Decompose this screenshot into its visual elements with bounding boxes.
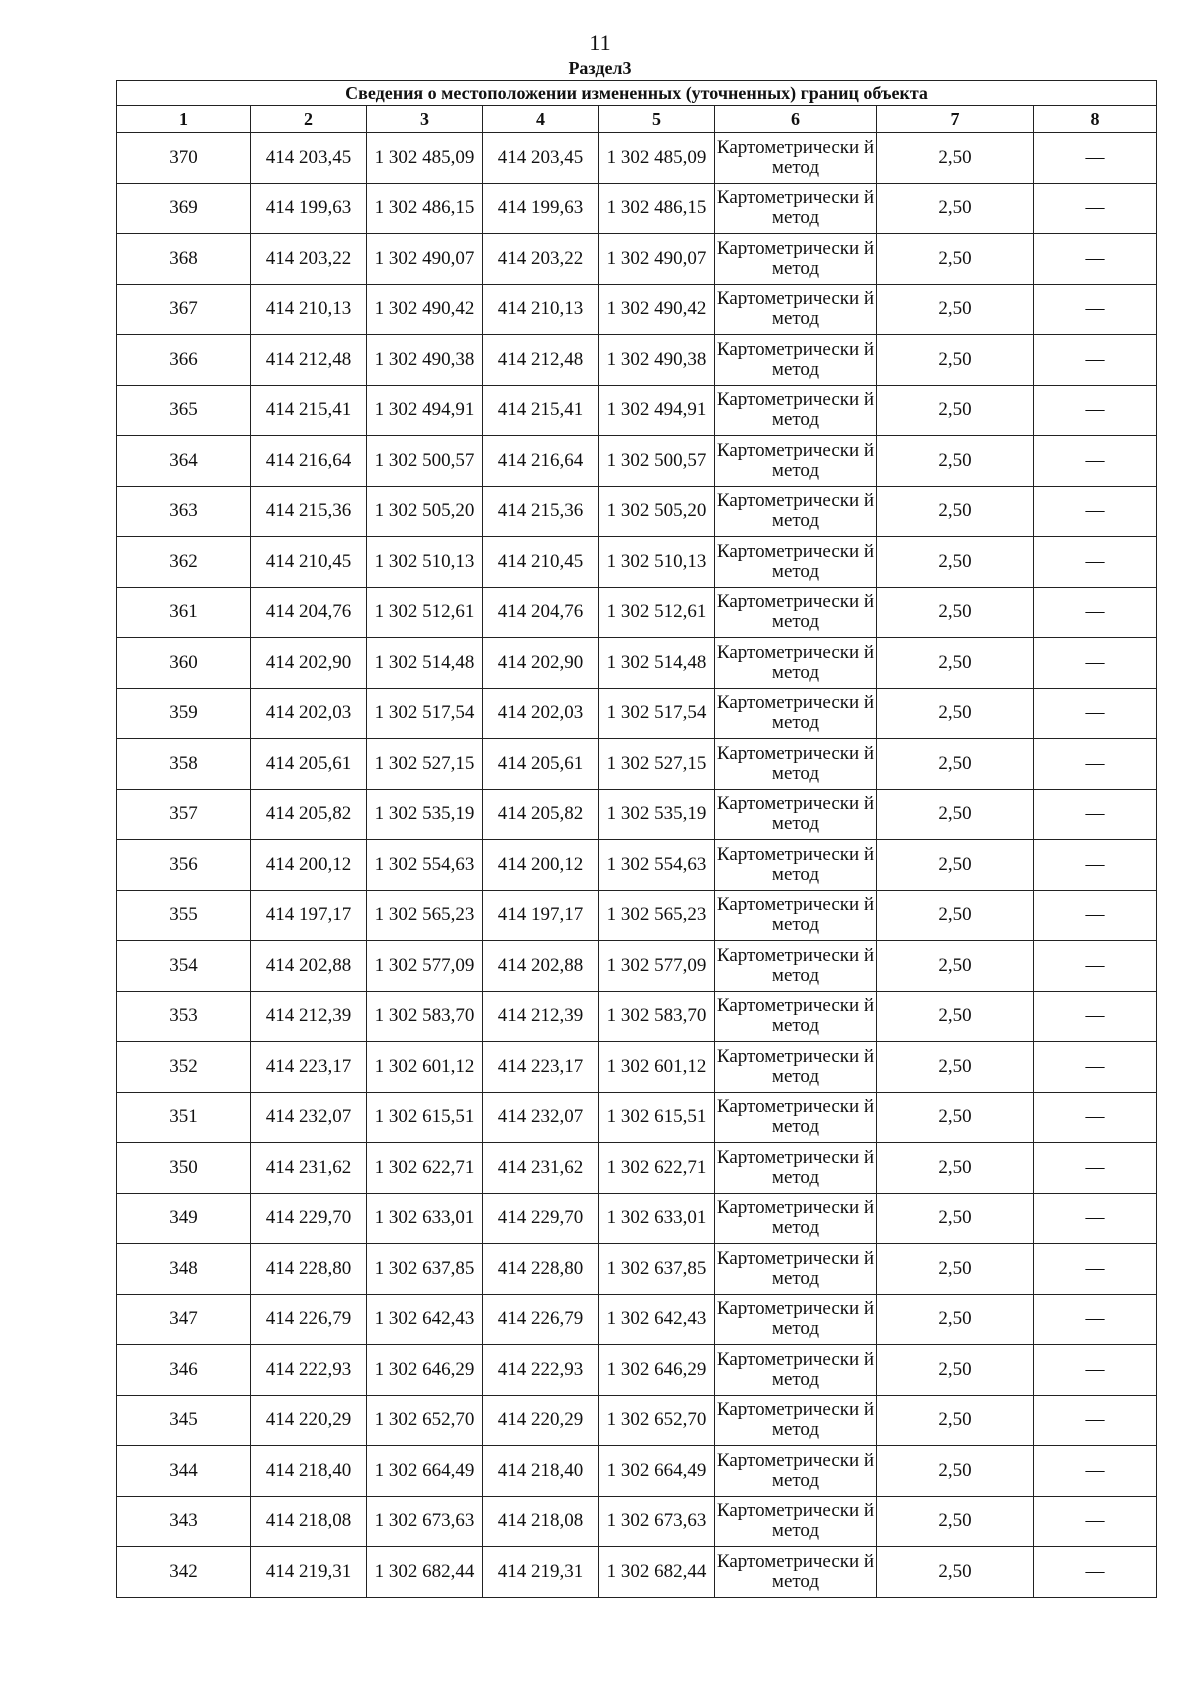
x-new-cell: 414 223,17 — [483, 1042, 599, 1093]
y-existing-cell: 1 302 682,44 — [367, 1547, 483, 1598]
accuracy-cell: 2,50 — [877, 385, 1034, 436]
description-cell: — — [1034, 991, 1157, 1042]
method-cell: Картометрически й метод — [715, 890, 877, 941]
x-existing-cell: 414 210,13 — [251, 284, 367, 335]
method-cell: Картометрически й метод — [715, 1446, 877, 1497]
description-cell: — — [1034, 1193, 1157, 1244]
section-title: Раздел3 — [568, 58, 632, 78]
accuracy-cell: 2,50 — [877, 739, 1034, 790]
point-number-cell: 358 — [117, 739, 251, 790]
y-existing-cell: 1 302 642,43 — [367, 1294, 483, 1345]
accuracy-cell: 2,50 — [877, 1294, 1034, 1345]
point-number-cell: 369 — [117, 183, 251, 234]
point-number-cell: 367 — [117, 284, 251, 335]
description-cell: — — [1034, 436, 1157, 487]
y-existing-cell: 1 302 646,29 — [367, 1345, 483, 1396]
description-cell: — — [1034, 1244, 1157, 1295]
method-cell: Картометрически й метод — [715, 991, 877, 1042]
table-row — [117, 537, 1157, 588]
y-existing-cell: 1 302 554,63 — [367, 840, 483, 891]
description-cell: — — [1034, 1395, 1157, 1446]
y-existing-cell: 1 302 583,70 — [367, 991, 483, 1042]
accuracy-cell: 2,50 — [877, 991, 1034, 1042]
y-new-cell: 1 302 512,61 — [599, 587, 715, 638]
method-cell: Картометрически й метод — [715, 1496, 877, 1547]
x-new-cell: 414 204,76 — [483, 587, 599, 638]
point-number-cell: 348 — [117, 1244, 251, 1295]
column-header-row — [117, 106, 1157, 133]
y-existing-cell: 1 302 510,13 — [367, 537, 483, 588]
accuracy-cell: 2,50 — [877, 284, 1034, 335]
table-row — [117, 890, 1157, 941]
column-header: 7 — [877, 106, 1034, 133]
point-number-cell: 350 — [117, 1143, 251, 1194]
y-existing-cell: 1 302 601,12 — [367, 1042, 483, 1093]
x-new-cell: 414 200,12 — [483, 840, 599, 891]
accuracy-cell: 2,50 — [877, 1092, 1034, 1143]
description-cell: — — [1034, 335, 1157, 386]
x-new-cell: 414 202,90 — [483, 638, 599, 689]
point-number-cell: 359 — [117, 688, 251, 739]
description-cell: — — [1034, 537, 1157, 588]
x-new-cell: 414 228,80 — [483, 1244, 599, 1295]
accuracy-cell: 2,50 — [877, 587, 1034, 638]
point-number-cell: 363 — [117, 486, 251, 537]
y-new-cell: 1 302 490,38 — [599, 335, 715, 386]
y-existing-cell: 1 302 637,85 — [367, 1244, 483, 1295]
table-caption: Сведения о местоположении измененных (уточненных) границ объекта — [117, 81, 1157, 106]
point-number-cell: 357 — [117, 789, 251, 840]
description-cell: — — [1034, 183, 1157, 234]
method-cell: Картометрически й метод — [715, 1092, 877, 1143]
accuracy-cell: 2,50 — [877, 890, 1034, 941]
x-existing-cell: 414 215,36 — [251, 486, 367, 537]
x-new-cell: 414 202,88 — [483, 941, 599, 992]
accuracy-cell: 2,50 — [877, 941, 1034, 992]
point-number-cell: 351 — [117, 1092, 251, 1143]
method-cell: Картометрически й метод — [715, 1294, 877, 1345]
y-existing-cell: 1 302 486,15 — [367, 183, 483, 234]
y-new-cell: 1 302 642,43 — [599, 1294, 715, 1345]
method-cell: Картометрически й метод — [715, 587, 877, 638]
accuracy-cell: 2,50 — [877, 234, 1034, 285]
x-new-cell: 414 226,79 — [483, 1294, 599, 1345]
y-existing-cell: 1 302 664,49 — [367, 1446, 483, 1497]
table-row — [117, 688, 1157, 739]
point-number-cell: 366 — [117, 335, 251, 386]
point-number-cell: 343 — [117, 1496, 251, 1547]
x-new-cell: 414 215,41 — [483, 385, 599, 436]
table-row — [117, 486, 1157, 537]
y-new-cell: 1 302 664,49 — [599, 1446, 715, 1497]
y-existing-cell: 1 302 622,71 — [367, 1143, 483, 1194]
point-number-cell: 360 — [117, 638, 251, 689]
y-new-cell: 1 302 535,19 — [599, 789, 715, 840]
accuracy-cell: 2,50 — [877, 688, 1034, 739]
point-number-cell: 352 — [117, 1042, 251, 1093]
x-new-cell: 414 210,13 — [483, 284, 599, 335]
y-new-cell: 1 302 490,07 — [599, 234, 715, 285]
method-cell: Картометрически й метод — [715, 1193, 877, 1244]
x-existing-cell: 414 219,31 — [251, 1547, 367, 1598]
table-row — [117, 133, 1157, 184]
table-row — [117, 1496, 1157, 1547]
accuracy-cell: 2,50 — [877, 537, 1034, 588]
description-cell: — — [1034, 1547, 1157, 1598]
y-existing-cell: 1 302 633,01 — [367, 1193, 483, 1244]
y-existing-cell: 1 302 490,07 — [367, 234, 483, 285]
description-cell: — — [1034, 638, 1157, 689]
x-existing-cell: 414 215,41 — [251, 385, 367, 436]
description-cell: — — [1034, 234, 1157, 285]
x-existing-cell: 414 232,07 — [251, 1092, 367, 1143]
method-cell: Картометрически й метод — [715, 1042, 877, 1093]
method-cell: Картометрически й метод — [715, 638, 877, 689]
y-new-cell: 1 302 494,91 — [599, 385, 715, 436]
accuracy-cell: 2,50 — [877, 1547, 1034, 1598]
y-new-cell: 1 302 490,42 — [599, 284, 715, 335]
method-cell: Картометрически й метод — [715, 385, 877, 436]
accuracy-cell: 2,50 — [877, 1244, 1034, 1295]
table-row — [117, 335, 1157, 386]
column-header: 1 — [117, 106, 251, 133]
coordinates-table — [116, 80, 1157, 1598]
x-existing-cell: 414 222,93 — [251, 1345, 367, 1396]
accuracy-cell: 2,50 — [877, 486, 1034, 537]
y-existing-cell: 1 302 500,57 — [367, 436, 483, 487]
x-new-cell: 414 205,82 — [483, 789, 599, 840]
table-row — [117, 234, 1157, 285]
point-number-cell: 349 — [117, 1193, 251, 1244]
method-cell: Картометрически й метод — [715, 234, 877, 285]
table-row — [117, 385, 1157, 436]
column-header: 8 — [1034, 106, 1157, 133]
description-cell: — — [1034, 941, 1157, 992]
point-number-cell: 353 — [117, 991, 251, 1042]
method-cell: Картометрически й метод — [715, 789, 877, 840]
table-row — [117, 284, 1157, 335]
point-number-cell: 364 — [117, 436, 251, 487]
table-row — [117, 587, 1157, 638]
x-existing-cell: 414 210,45 — [251, 537, 367, 588]
table-row — [117, 739, 1157, 790]
accuracy-cell: 2,50 — [877, 1193, 1034, 1244]
x-existing-cell: 414 204,76 — [251, 587, 367, 638]
x-new-cell: 414 205,61 — [483, 739, 599, 790]
description-cell: — — [1034, 1294, 1157, 1345]
x-existing-cell: 414 218,08 — [251, 1496, 367, 1547]
x-existing-cell: 414 205,82 — [251, 789, 367, 840]
y-new-cell: 1 302 514,48 — [599, 638, 715, 689]
y-existing-cell: 1 302 527,15 — [367, 739, 483, 790]
y-existing-cell: 1 302 485,09 — [367, 133, 483, 184]
y-existing-cell: 1 302 490,42 — [367, 284, 483, 335]
method-cell: Картометрически й метод — [715, 1244, 877, 1295]
x-existing-cell: 414 203,45 — [251, 133, 367, 184]
point-number-cell: 342 — [117, 1547, 251, 1598]
method-cell: Картометрически й метод — [715, 1395, 877, 1446]
description-cell: — — [1034, 688, 1157, 739]
table-row — [117, 1345, 1157, 1396]
y-existing-cell: 1 302 535,19 — [367, 789, 483, 840]
y-new-cell: 1 302 633,01 — [599, 1193, 715, 1244]
table-row — [117, 1143, 1157, 1194]
x-existing-cell: 414 199,63 — [251, 183, 367, 234]
method-cell: Картометрически й метод — [715, 335, 877, 386]
y-new-cell: 1 302 601,12 — [599, 1042, 715, 1093]
table-row — [117, 1042, 1157, 1093]
x-existing-cell: 414 205,61 — [251, 739, 367, 790]
y-new-cell: 1 302 554,63 — [599, 840, 715, 891]
x-existing-cell: 414 226,79 — [251, 1294, 367, 1345]
point-number-cell: 345 — [117, 1395, 251, 1446]
x-new-cell: 414 203,45 — [483, 133, 599, 184]
y-existing-cell: 1 302 490,38 — [367, 335, 483, 386]
y-new-cell: 1 302 622,71 — [599, 1143, 715, 1194]
y-new-cell: 1 302 577,09 — [599, 941, 715, 992]
x-existing-cell: 414 203,22 — [251, 234, 367, 285]
column-header: 2 — [251, 106, 367, 133]
y-existing-cell: 1 302 577,09 — [367, 941, 483, 992]
accuracy-cell: 2,50 — [877, 1042, 1034, 1093]
x-existing-cell: 414 216,64 — [251, 436, 367, 487]
method-cell: Картометрически й метод — [715, 1345, 877, 1396]
description-cell: — — [1034, 739, 1157, 790]
table-row — [117, 991, 1157, 1042]
table-row — [117, 789, 1157, 840]
table-row — [117, 840, 1157, 891]
y-new-cell: 1 302 517,54 — [599, 688, 715, 739]
point-number-cell: 362 — [117, 537, 251, 588]
accuracy-cell: 2,50 — [877, 436, 1034, 487]
y-existing-cell: 1 302 512,61 — [367, 587, 483, 638]
page-number: 11 — [589, 30, 611, 55]
table-row — [117, 183, 1157, 234]
method-cell: Картометрически й метод — [715, 688, 877, 739]
method-cell: Картометрически й метод — [715, 133, 877, 184]
x-new-cell: 414 218,08 — [483, 1496, 599, 1547]
x-new-cell: 414 231,62 — [483, 1143, 599, 1194]
point-number-cell: 354 — [117, 941, 251, 992]
x-existing-cell: 414 231,62 — [251, 1143, 367, 1194]
y-new-cell: 1 302 485,09 — [599, 133, 715, 184]
x-existing-cell: 414 202,88 — [251, 941, 367, 992]
accuracy-cell: 2,50 — [877, 840, 1034, 891]
method-cell: Картометрически й метод — [715, 840, 877, 891]
accuracy-cell: 2,50 — [877, 1446, 1034, 1497]
y-new-cell: 1 302 583,70 — [599, 991, 715, 1042]
accuracy-cell: 2,50 — [877, 638, 1034, 689]
y-new-cell: 1 302 486,15 — [599, 183, 715, 234]
x-existing-cell: 414 197,17 — [251, 890, 367, 941]
accuracy-cell: 2,50 — [877, 1496, 1034, 1547]
description-cell: — — [1034, 1092, 1157, 1143]
point-number-cell: 368 — [117, 234, 251, 285]
table-row — [117, 1294, 1157, 1345]
y-new-cell: 1 302 673,63 — [599, 1496, 715, 1547]
y-new-cell: 1 302 646,29 — [599, 1345, 715, 1396]
x-new-cell: 414 203,22 — [483, 234, 599, 285]
column-header: 6 — [715, 106, 877, 133]
point-number-cell: 361 — [117, 587, 251, 638]
description-cell: — — [1034, 1042, 1157, 1093]
description-cell: — — [1034, 587, 1157, 638]
x-new-cell: 414 222,93 — [483, 1345, 599, 1396]
point-number-cell: 370 — [117, 133, 251, 184]
point-number-cell: 355 — [117, 890, 251, 941]
method-cell: Картометрически й метод — [715, 1143, 877, 1194]
table-body — [117, 133, 1157, 1598]
x-new-cell: 414 197,17 — [483, 890, 599, 941]
column-header: 5 — [599, 106, 715, 133]
x-new-cell: 414 229,70 — [483, 1193, 599, 1244]
y-new-cell: 1 302 565,23 — [599, 890, 715, 941]
description-cell: — — [1034, 284, 1157, 335]
y-existing-cell: 1 302 673,63 — [367, 1496, 483, 1547]
y-new-cell: 1 302 682,44 — [599, 1547, 715, 1598]
description-cell: — — [1034, 486, 1157, 537]
x-existing-cell: 414 228,80 — [251, 1244, 367, 1295]
accuracy-cell: 2,50 — [877, 133, 1034, 184]
method-cell: Картометрически й метод — [715, 537, 877, 588]
table-row — [117, 436, 1157, 487]
x-new-cell: 414 218,40 — [483, 1446, 599, 1497]
x-new-cell: 414 216,64 — [483, 436, 599, 487]
method-cell: Картометрически й метод — [715, 1547, 877, 1598]
table-row — [117, 1446, 1157, 1497]
x-new-cell: 414 219,31 — [483, 1547, 599, 1598]
point-number-cell: 344 — [117, 1446, 251, 1497]
y-new-cell: 1 302 637,85 — [599, 1244, 715, 1295]
column-header: 4 — [483, 106, 599, 133]
y-new-cell: 1 302 500,57 — [599, 436, 715, 487]
x-existing-cell: 414 202,03 — [251, 688, 367, 739]
accuracy-cell: 2,50 — [877, 183, 1034, 234]
y-existing-cell: 1 302 652,70 — [367, 1395, 483, 1446]
description-cell: — — [1034, 133, 1157, 184]
x-existing-cell: 414 212,48 — [251, 335, 367, 386]
y-existing-cell: 1 302 615,51 — [367, 1092, 483, 1143]
table-row — [117, 1547, 1157, 1598]
x-new-cell: 414 212,39 — [483, 991, 599, 1042]
table-row — [117, 638, 1157, 689]
y-new-cell: 1 302 510,13 — [599, 537, 715, 588]
table-row — [117, 1395, 1157, 1446]
description-cell: — — [1034, 385, 1157, 436]
accuracy-cell: 2,50 — [877, 1143, 1034, 1194]
x-new-cell: 414 202,03 — [483, 688, 599, 739]
x-new-cell: 414 220,29 — [483, 1395, 599, 1446]
x-new-cell: 414 212,48 — [483, 335, 599, 386]
method-cell: Картометрически й метод — [715, 436, 877, 487]
y-new-cell: 1 302 527,15 — [599, 739, 715, 790]
x-existing-cell: 414 220,29 — [251, 1395, 367, 1446]
method-cell: Картометрически й метод — [715, 941, 877, 992]
table-row — [117, 941, 1157, 992]
accuracy-cell: 2,50 — [877, 335, 1034, 386]
x-existing-cell: 414 223,17 — [251, 1042, 367, 1093]
x-new-cell: 414 199,63 — [483, 183, 599, 234]
y-new-cell: 1 302 615,51 — [599, 1092, 715, 1143]
x-existing-cell: 414 202,90 — [251, 638, 367, 689]
y-existing-cell: 1 302 514,48 — [367, 638, 483, 689]
table-row — [117, 1244, 1157, 1295]
description-cell: — — [1034, 1496, 1157, 1547]
y-existing-cell: 1 302 517,54 — [367, 688, 483, 739]
description-cell: — — [1034, 890, 1157, 941]
y-existing-cell: 1 302 494,91 — [367, 385, 483, 436]
y-new-cell: 1 302 505,20 — [599, 486, 715, 537]
point-number-cell: 346 — [117, 1345, 251, 1396]
point-number-cell: 365 — [117, 385, 251, 436]
x-existing-cell: 414 229,70 — [251, 1193, 367, 1244]
point-number-cell: 356 — [117, 840, 251, 891]
accuracy-cell: 2,50 — [877, 789, 1034, 840]
method-cell: Картометрически й метод — [715, 486, 877, 537]
x-new-cell: 414 215,36 — [483, 486, 599, 537]
y-new-cell: 1 302 652,70 — [599, 1395, 715, 1446]
x-existing-cell: 414 212,39 — [251, 991, 367, 1042]
accuracy-cell: 2,50 — [877, 1395, 1034, 1446]
y-existing-cell: 1 302 565,23 — [367, 890, 483, 941]
method-cell: Картометрически й метод — [715, 284, 877, 335]
x-existing-cell: 414 218,40 — [251, 1446, 367, 1497]
accuracy-cell: 2,50 — [877, 1345, 1034, 1396]
method-cell: Картометрически й метод — [715, 739, 877, 790]
description-cell: — — [1034, 1345, 1157, 1396]
table-row — [117, 1193, 1157, 1244]
x-existing-cell: 414 200,12 — [251, 840, 367, 891]
description-cell: — — [1034, 789, 1157, 840]
description-cell: — — [1034, 1143, 1157, 1194]
table-row — [117, 1092, 1157, 1143]
point-number-cell: 347 — [117, 1294, 251, 1345]
description-cell: — — [1034, 1446, 1157, 1497]
x-new-cell: 414 232,07 — [483, 1092, 599, 1143]
x-new-cell: 414 210,45 — [483, 537, 599, 588]
y-existing-cell: 1 302 505,20 — [367, 486, 483, 537]
description-cell: — — [1034, 840, 1157, 891]
method-cell: Картометрически й метод — [715, 183, 877, 234]
column-header: 3 — [367, 106, 483, 133]
